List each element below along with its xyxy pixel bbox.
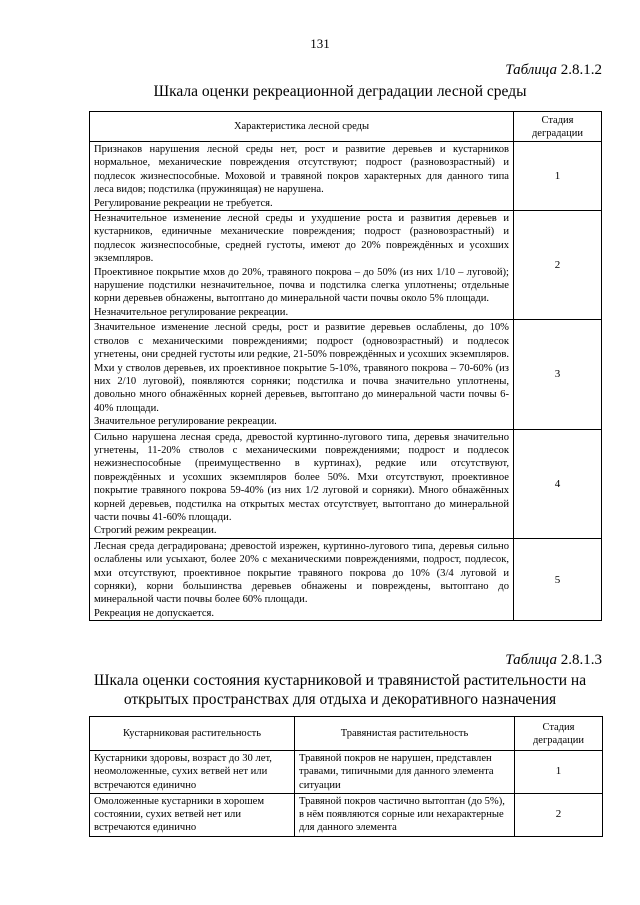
table1-caption-number: 2.8.1.2: [560, 62, 602, 78]
paragraph: Незначительное изменение лесной среды и ухудшение роста и развития деревьев и кустарников, единичные механические повреждения; подрост (разновозрастный) и подлесок жизнеспособные, средней густоты, имеют до 20% повреждённых и усохших экземпляров.: [94, 213, 509, 265]
table1-caption-prefix: Таблица: [505, 62, 557, 78]
row-description: [90, 211, 514, 320]
table-row: [90, 751, 603, 794]
table1-caption: [505, 62, 602, 79]
table-header-row: [90, 717, 603, 751]
table-row: [90, 142, 602, 211]
row-stage: 1: [514, 142, 602, 211]
table-header-row: [90, 112, 602, 142]
header-shrub: Кустарниковая растительность: [90, 717, 295, 751]
row-stage: 1: [515, 751, 603, 794]
row-stage: 3: [514, 320, 602, 429]
forest-degradation-table: [89, 111, 602, 621]
row-shrub: Омоложенные кустарники в хорошем состоянии, сухих ветвей нет или встречаются единично: [90, 793, 295, 836]
row-description: [90, 320, 514, 429]
row-stage: 5: [514, 538, 602, 620]
table-row: [90, 211, 602, 320]
paragraph: Регулирование рекреации не требуется.: [94, 197, 273, 209]
paragraph: Строгий режим рекреации.: [94, 525, 217, 537]
paragraph: Проективное покрытие мхов до 20%, травяного покрова – до 50% (из них 1/10 – луговой); нарушение подстилки незначительное, почва и подстилка слегка уплотнены; отдельные корни деревьев обнажены, вытоптано до минеральной части почвы около 5% площади.: [94, 266, 509, 305]
page-number: 131: [310, 36, 330, 51]
table2-title-line2: открытых пространствах для отдыха и декоративного назначения: [123, 691, 557, 708]
row-description: [90, 142, 514, 211]
table-row: [90, 793, 603, 836]
table-row: [90, 538, 602, 620]
row-stage: 2: [515, 793, 603, 836]
header-characteristic: Характеристика лесной среды: [90, 112, 514, 142]
table2-caption: [505, 652, 602, 669]
table1-title: Шкала оценки рекреационной деградации лесной среды: [153, 83, 527, 100]
table2-title: [60, 671, 620, 709]
paragraph: Признаков нарушения лесной среды нет, рост и развитие деревьев и кустарников нормальное, механические повреждения отсутствуют; подрост (разновозрастный) и подлесок жизнеспособные. Моховой и травяной покров характерных для данного типа леса видов; подстилка (пружинящая) не нарушена.: [94, 144, 509, 196]
vegetation-state-table: [89, 716, 603, 837]
paragraph: Сильно нарушена лесная среда, древостой куртинно-лугового типа, деревья значительно угнетены, 11-20% стволов с механическими повреждениями; подрост и подлесок нежизнеспособные (преимущественно в куртинах), редкие или отсутствуют, повреждённых и усохших экземпляров более 50%. Мхи отсутствуют, проективное покрытие травяного покрова 59-40% (из них 1/2 луговой и сорняки). Много обнажённых корней деревьев, подстилка на открытых местах отсутствует, вытоптано до минеральной части почвы 41-60% площади.: [94, 431, 509, 523]
table2-title-line1: Шкала оценки состояния кустарниковой и травянистой растительности на: [93, 672, 587, 689]
row-shrub: Кустарники здоровы, возраст до 30 лет, неомоложенные, сухих ветвей нет или встречаются единично: [90, 751, 295, 794]
table-row: [90, 320, 602, 429]
table-row: [90, 429, 602, 538]
paragraph: Рекреация не допускается.: [94, 607, 215, 619]
paragraph: Значительное изменение лесной среды, рост и развитие деревьев ослаблены, до 10% стволов с механическими повреждениями; подрост (одновозрастный) и подлесок угнетены, они средней густоты или редкие, 21-50% повреждённых и усохших экземпляров. Мхи у стволов деревьев, их проективное покрытие 5-10%, травяного покрова – 70-60% (из них 2/10 луговой), появляются сорняки; подстилка и почва значительно уплотнены, довольно много обнажённых корней деревьев, вытоптано до минеральной части почвы 6-40% площади.: [94, 322, 509, 414]
row-stage: 4: [514, 429, 602, 538]
header-stage: Стадия деградации: [514, 112, 602, 142]
row-description: [90, 429, 514, 538]
paragraph: Значительное регулирование рекреации.: [94, 416, 277, 428]
paragraph: Незначительное регулирование рекреации.: [94, 306, 289, 318]
row-stage: 2: [514, 211, 602, 320]
header-stage: Стадия деградации: [515, 717, 603, 751]
header-grass: Травянистая растительность: [295, 717, 515, 751]
paragraph: Лесная среда деградирована; древостой изрежен, куртинно-лугового типа, деревья сильно ослаблены или усыхают, более 20% с механическими повреждениями, подрост, подлесок, мхи отсутствуют, проективное покрытие травяного покрова до 10% (3/4 луговой и сорняки), корни большинства деревьев обнажены и повреждены, вытоптано до минеральной части почвы более 60% площади.: [94, 540, 509, 606]
row-grass: Травяной покров частично вытоптан (до 5%), в нём появляются сорные или нехарактерные для данного элемента: [295, 793, 515, 836]
table2-caption-number: 2.8.1.3: [560, 652, 602, 668]
row-grass: Травяной покров не нарушен, представлен травами, типичными для данного элемента ситуации: [295, 751, 515, 794]
row-description: [90, 538, 514, 620]
table2-caption-prefix: Таблица: [505, 652, 557, 668]
